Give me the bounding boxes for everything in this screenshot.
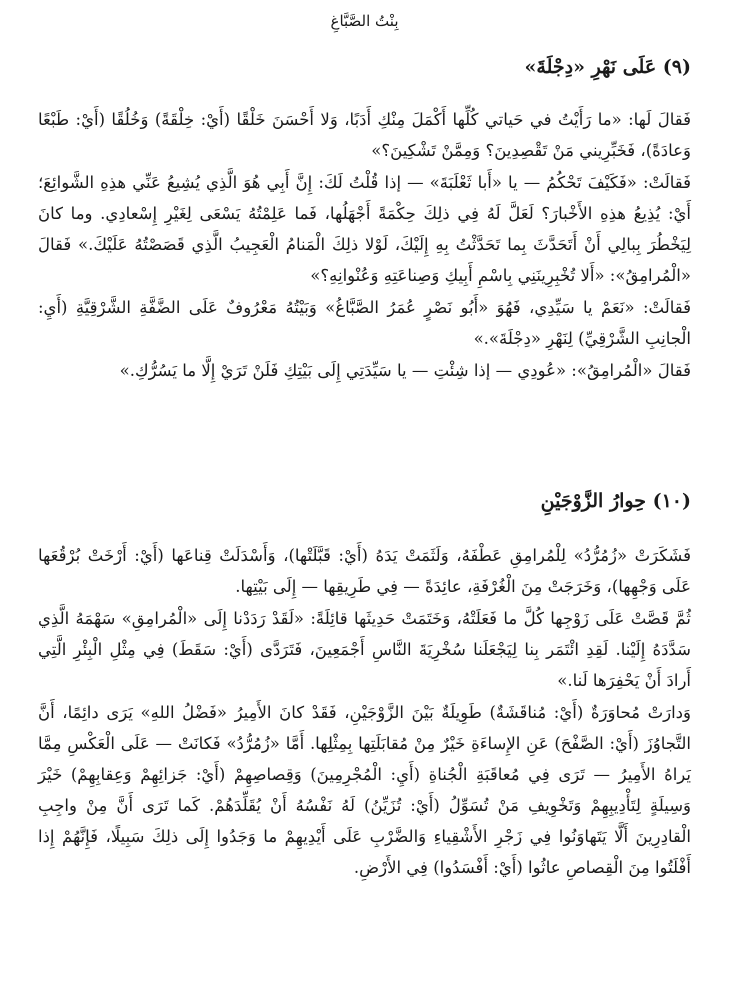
section-10-title: (١٠) حِوارُ الزَّوْجَيْنِ [540,490,691,512]
paragraph: فَقالَ «الْمُرامِقُ»: «عُودِي — إذا شِئْتِ — يا سَيِّدَتِي إِلَى بَيْتِكِ فَلَنْ تَرَيْ إِلَّا ما يَسُرُّكِ.» [119,361,691,380]
paragraph: وَدارَتْ مُحاوَرَةٌ (أَيْ: مُناقَشَةٌ) طَوِيلَةٌ بَيْنَ الزَّوْجَيْنِ، فَقَدْ كانَ الأَمِيرُ «فَضْلُ اللهِ» يَرَى دائِمًا، أَنَّ التَّجاوُزَ (أَيْ: الصَّفْحَ) عَنِ الإِساءَةِ خَيْرٌ مِنْ مُقابَلَتِها بِمِثْلِها. أَمَّا «زُمُرُّدُ» فَكانَتْ — عَلَى الْعَكْسِ مِمَّا يَراهُ الأَمِيرُ — تَرَى فِي مُعاقَبَةِ الْجُناةِ (أَيِ: الْمُجْرِمِينَ) وَقِصاصِهِمْ (أَيْ: جَزائِهِمْ وَعِقابِهِمْ) خَيْرَ وَسِيلَةٍ لِتَأْدِيبِهِمْ وَتَخْوِيفِ مَنْ تُسَوِّلُ (أَيْ: تُزَيِّنُ) لَهُ نَفْسُهُ أَنْ يُقَلِّدَهُمْ. كَما تَرَى أَنَّ مِنْ واجِبِ الْقادِرِينَ أَلَّا يَتَهاوَنُوا فِي زَجْرِ الأَشْقِياءِ وَالضَّرْبِ عَلَى أَيْدِيهِمْ ما وَجَدُوا إِلَى ذلِكَ سَبِيلًا، فَإِنَّهُمْ إِذا أَفْلَتُوا مِنَ الْقِصاصِ عاثُوا (أَيْ: أَفْسَدُوا) فِي الأَرْضِ. [38,703,691,877]
paragraph: فَشَكَرَتْ «زُمُرُّدُ» لِلْمُرامِقِ عَطْفَهُ، وَلَثَمَتْ يَدَهُ (أَيْ: قَبَّلَتْها)، وَأَسْدَلَتْ قِناعَها (أَيْ: أَرْخَتْ بُرْقُعَها عَلَى وَجْهِها)، وَخَرَجَتْ مِنَ الْغُرْفَةِ، عائِدَةً — فِي طَرِيقِها — إِلَى بَيْتِها. [38,546,691,596]
paragraph: فَقالَتْ: «فَكَيْفَ تَحْكُمُ — يا «أَبا ثَعْلَبَةَ» — إذا قُلْتُ لَكَ: إِنَّ أَبِي هُوَ الَّذِي يُشِيعُ عَنِّي هذِهِ الشَّوائِعَ؛ أَيْ: يُذِيعُ هذِهِ الأَخْبارَ؟ لَعَلَّ لَهُ فِي ذلِكَ حِكْمَةً أَجْهَلُها، فَما عَلِمْتُهُ يَسْعَى لِغَيْرِ إِسْعادِي. وما كانَ لِيَخْطُرَ بِبالِي أَنْ أَتَحَدَّثَ بِما تَحَدَّثْتُ بِهِ إِلَيْكَ، لَوْلا ذلِكَ الْمَنامُ الْعَجِيبُ الَّذِي قَصَصْتُهُ عَلَيْكَ.» فَقالَ «الْمُرامِقُ»: «أَلا تُخْبِرِينَنِي بِاسْمِ أَبِيكِ وَصِناعَتِهِ وَعُنْوانِهِ؟» [38,173,691,285]
section-9-title: (٩) عَلَى نَهْرِ «دِجْلَةَ» [524,56,691,78]
running-head: بِنْتُ الصَّبَّاغِ [330,12,399,30]
section-9-body [38,104,691,386]
paragraph: فَقالَ لَها: «ما رَأَيْتُ في حَياتي كُلِّها أَكْمَلَ مِنْكِ أَدَبًا، وَلا أَحْسَنَ خَلْقًا (أَيْ: خِلْقَةً) وَخُلُقًا (أَيْ: طَبْعًا وَعادَةً)، فَخَبِّرِيني مَنْ تَقْصِدِينَ؟ وَمِمَّنْ تَشْكِينَ؟» [38,110,691,160]
section-10-body [38,540,691,883]
paragraph: فَقالَتْ: «نَعَمْ يا سَيِّدِي، فَهُوَ «أَبُو نَصْرٍ عُمَرُ الصَّبَّاغُ» وَبَيْتُهُ مَعْرُوفٌ عَلَى الضَّفَّةِ الشَّرْقِيَّةِ (أَيِ: الْجانِبِ الشَّرْقِيِّ) لِنَهْرِ «دِجْلَةَ».» [38,298,691,348]
paragraph: ثُمَّ قَصَّتْ عَلَى زَوْجِها كُلَّ ما فَعَلَتْهُ، وَخَتَمَتْ حَدِيثَها قائِلَةً: «لَقَدْ رَدَدْنا إِلَى «الْمُرامِقِ» سَهْمَهُ الَّذِي سَدَّدَهُ إِلَيْنا. لَقِدِ ائْتَمَر بِنا لِيَجْعَلَنا سُخْرِيَةَ النَّاسِ أَجْمَعِينَ، فَتَرَدَّى (أَيْ: سَقَطَ) فِي مِثْلِ الْبِئْرِ الَّتِي أَرادَ أَنْ يَحْفِرَها لَنا.» [38,609,691,690]
